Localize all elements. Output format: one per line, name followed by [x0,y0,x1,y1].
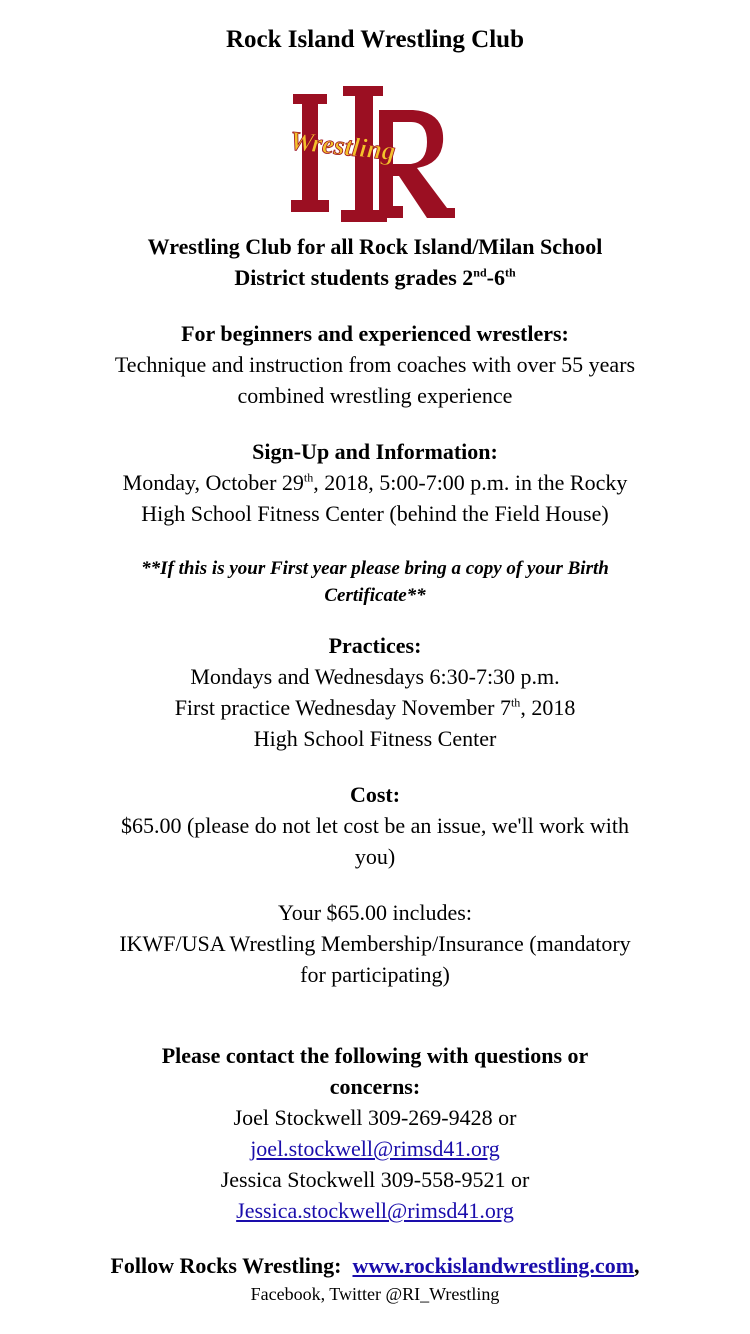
page-title: Rock Island Wrestling Club [225,26,524,53]
cost-block [0,779,750,872]
ri-logo-icon [283,84,463,228]
intro-block [0,231,750,293]
cost-line-2: you) [354,844,396,869]
contact-jessica: Jessica Stockwell 309-558-9521 or [220,1167,530,1192]
signup-block [0,436,750,529]
includes-line-2: IKWF/USA Wrestling Membership/Insurance (mandatory [119,931,631,956]
contact-joel: Joel Stockwell 309-269-9428 or [233,1105,517,1130]
practices-block [0,630,750,754]
signup-heading: Sign-Up and Information: [252,439,498,464]
practices-line-2: First practice Wednesday November 7th, 2018 [174,695,576,720]
cost-line-1: $65.00 (please do not let cost be an issue, we'll work with [120,813,630,838]
beginners-heading: For beginners and experienced wrestlers: [181,321,569,346]
beginners-block [0,318,750,411]
beginners-line-2: combined wrestling experience [237,383,513,408]
logo-word: Wrestling [288,125,398,167]
signup-line-2: High School Fitness Center (behind the Field House) [141,501,609,526]
includes-line-1: Your $65.00 includes: [278,900,472,925]
email-link-joel[interactable]: joel.stockwell@rimsd41.org [250,1136,500,1161]
website-link[interactable]: www.rockislandwrestling.com [352,1253,635,1278]
includes-line-3: for participating) [300,962,450,987]
intro-line-1: Wrestling Club for all Rock Island/Milan School [147,234,603,259]
follow-line: Follow Rocks Wrestling: www.rockislandwrestling.com, [110,1253,640,1278]
intro-line-2: District students grades 2nd-6th [234,265,516,290]
practices-line-3: High School Fitness Center [253,726,497,751]
practices-line-1: Mondays and Wednesdays 6:30-7:30 p.m. [190,664,560,689]
includes-block [0,897,750,990]
contact-heading-1: Please contact the following with questions or [161,1043,589,1068]
cost-heading: Cost: [349,782,401,807]
email-link-jessica[interactable]: Jessica.stockwell@rimsd41.org [236,1198,514,1223]
follow-label: Follow Rocks Wrestling: [110,1253,342,1278]
contact-heading-2: concerns: [329,1074,421,1099]
beginners-line-1: Technique and instruction from coaches with over 55 years [114,352,636,377]
note-line-2: Certificate** [324,585,426,606]
social-line: Facebook, Twitter @RI_Wrestling [250,1284,500,1304]
contact-block [0,1040,750,1226]
ri-wrestling-logo [283,84,463,228]
signup-line-1: Monday, October 29th, 2018, 5:00-7:00 p.m. in the Rocky [122,470,628,495]
first-year-note [0,555,750,609]
practices-heading: Practices: [328,633,422,658]
note-line-1: **If this is your First year please bring a copy of your Birth [141,558,609,579]
follow-block [0,1250,750,1307]
